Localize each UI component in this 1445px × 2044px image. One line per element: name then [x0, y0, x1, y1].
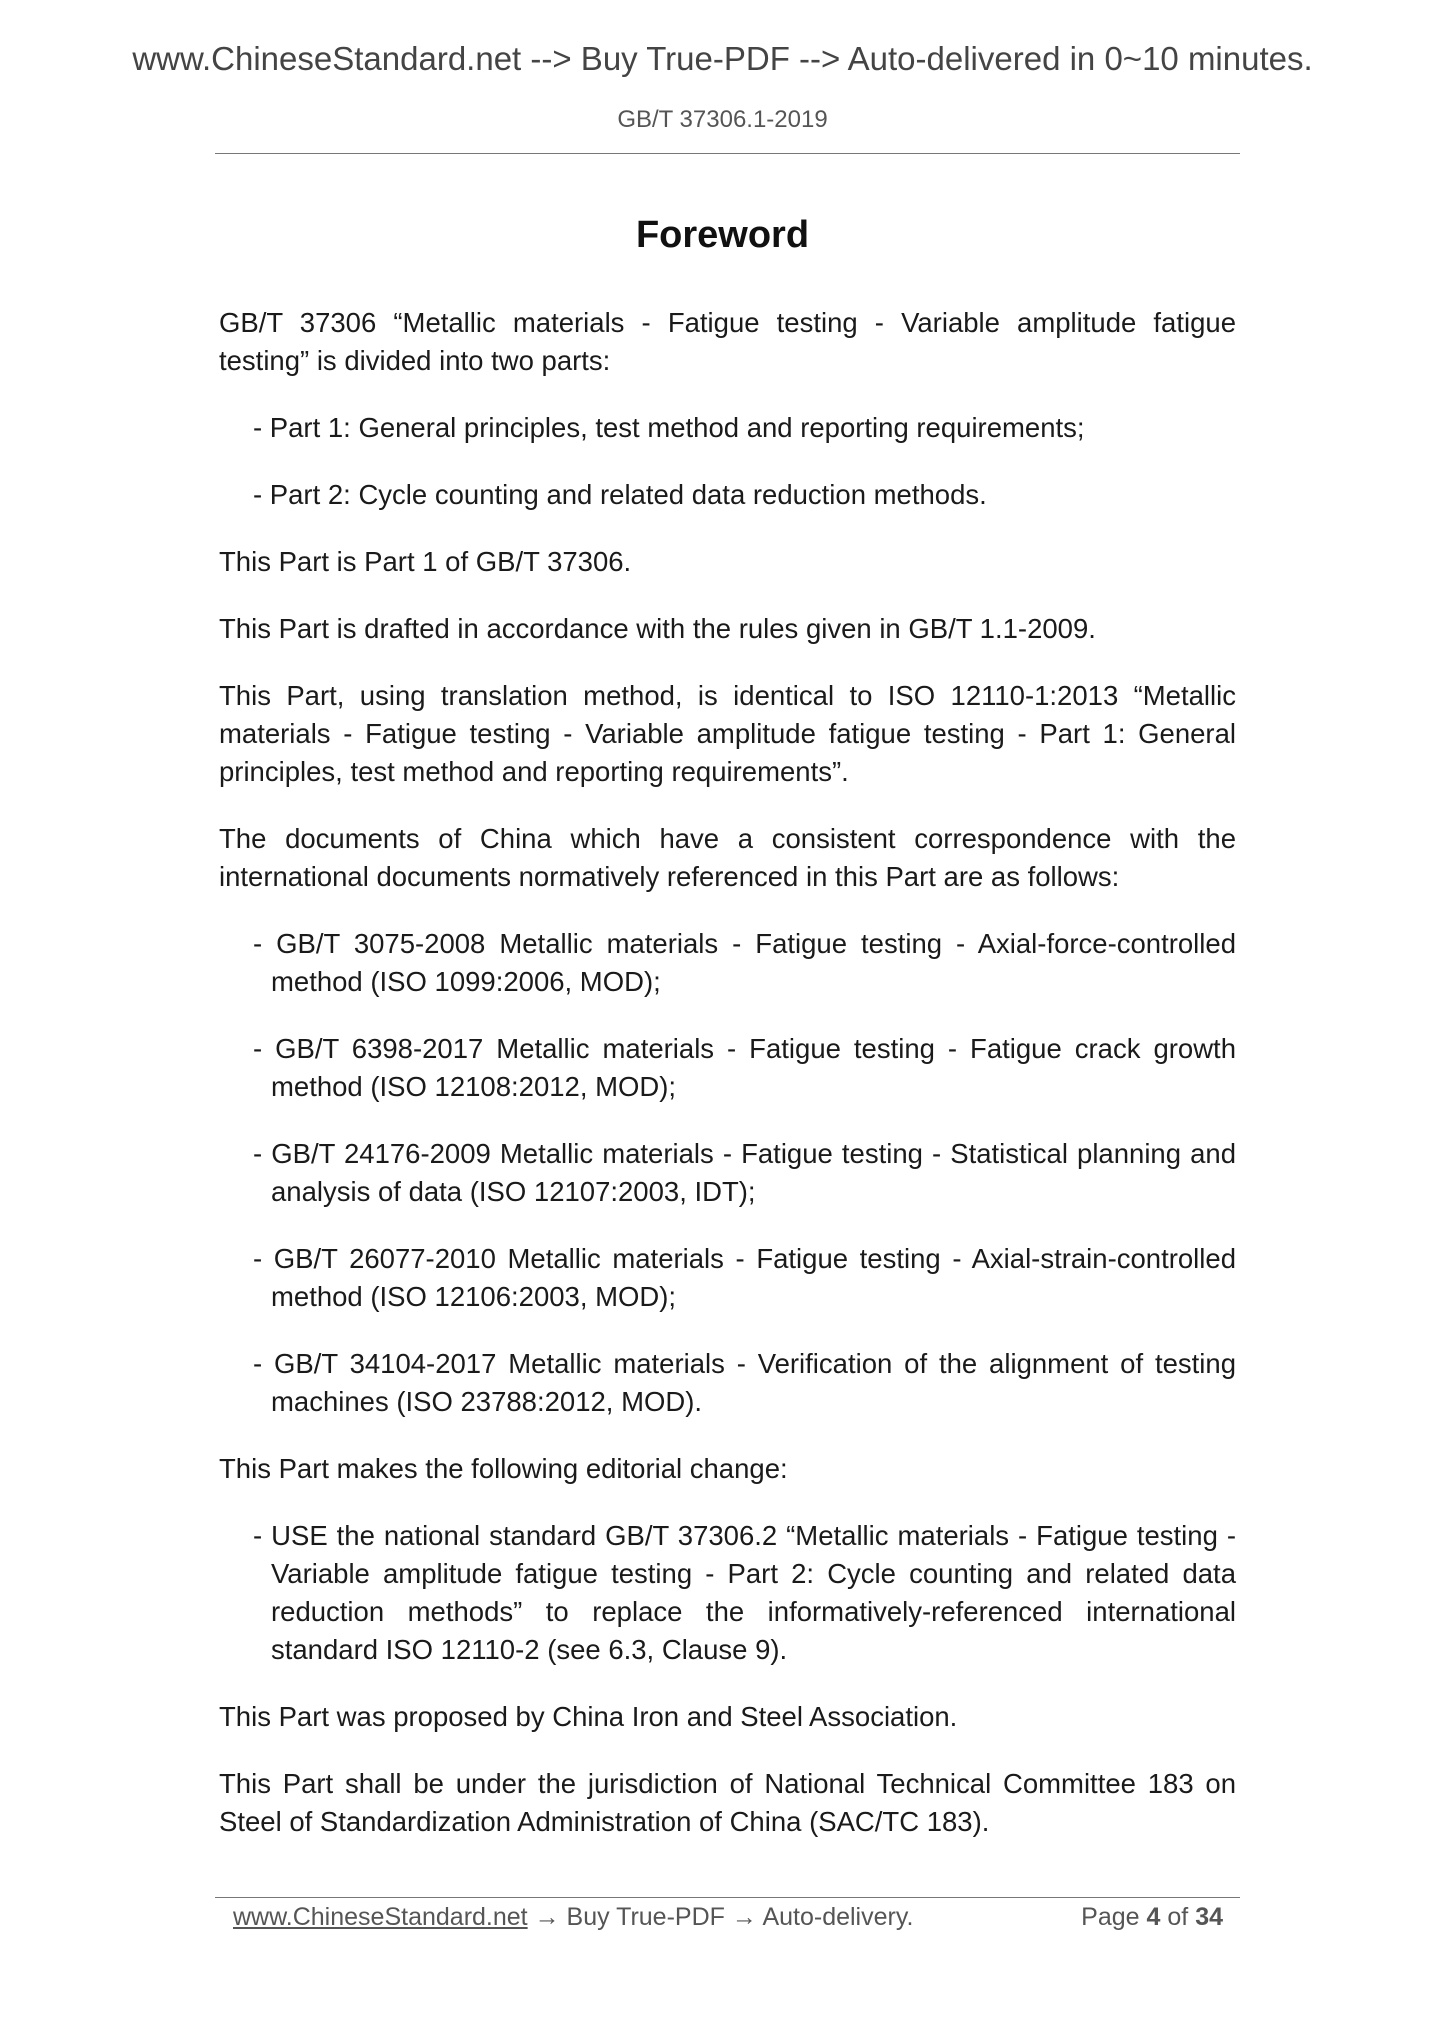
list-item: - Part 2: Cycle counting and related data reduction methods.	[253, 479, 987, 510]
list-item: - GB/T 3075-2008 Metallic materials - Fatigue testing - Axial-force-controlled method (ISO 1099:2006, MOD);	[253, 928, 1236, 997]
list-item: - GB/T 26077-2010 Metallic materials - Fatigue testing - Axial-strain-controlled method (ISO 12106:2003, MOD);	[253, 1243, 1236, 1312]
list-item: - GB/T 24176-2009 Metallic materials - Fatigue testing - Statistical planning and analysis of data (ISO 12107:2003, IDT);	[253, 1138, 1236, 1207]
paragraph: The documents of China which have a consistent correspondence with the international documents normatively referenced in this Part are as follows:	[219, 823, 1236, 892]
arrow-right-icon: →	[731, 1903, 757, 1931]
arrow-right-icon: →	[534, 1903, 560, 1931]
paragraph: This Part makes the following editorial change:	[219, 1453, 788, 1484]
list-item: - USE the national standard GB/T 37306.2 “Metallic materials - Fatigue testing - Variable amplitude fatigue testing - Part 2: Cycle counting and related data reduction methods” to replace the informatively-referenced international standard ISO 12110-2 (see 6.3, Clause 9).	[253, 1520, 1236, 1665]
page-number: 4	[1146, 1903, 1161, 1931]
page-indicator	[1081, 1903, 1223, 1932]
standard-id: GB/T 37306.1-2019	[617, 106, 828, 133]
list-item: - GB/T 34104-2017 Metallic materials - Verification of the alignment of testing machines (ISO 23788:2012, MOD).	[253, 1348, 1236, 1417]
paragraph: This Part was proposed by China Iron and Steel Association.	[219, 1701, 958, 1732]
paragraph: This Part, using translation method, is identical to ISO 12110-1:2013 “Metallic materials - Fatigue testing - Variable amplitude fatigue testing - Part 1: General principles, test method and reporting requirements”.	[219, 680, 1236, 787]
paragraph: This Part is drafted in accordance with the rules given in GB/T 1.1-2009.	[219, 613, 1096, 644]
paragraph: This Part is Part 1 of GB/T 37306.	[219, 546, 632, 577]
of-label: of	[1167, 1903, 1189, 1931]
top-banner: www.ChineseStandard.net --> Buy True-PDF --> Auto-delivered in 0~10 minutes.	[132, 40, 1313, 77]
page-title: Foreword	[635, 214, 810, 256]
body-content	[219, 304, 1236, 1870]
page-footer	[233, 1903, 1223, 1932]
footer-buy-text: Buy True-PDF	[566, 1903, 725, 1931]
paragraph: This Part shall be under the jurisdiction of National Technical Committee 183 on Steel of Standardization Administration of China (SAC/TC 183).	[219, 1768, 1236, 1837]
page-total: 34	[1195, 1903, 1223, 1931]
footer-site-link[interactable]: www.ChineseStandard.net	[233, 1903, 528, 1931]
footer-divider	[215, 1897, 1240, 1898]
list-item: - Part 1: General principles, test method and reporting requirements;	[253, 412, 1085, 443]
paragraph: GB/T 37306 “Metallic materials - Fatigue testing - Variable amplitude fatigue testing” is divided into two parts:	[219, 307, 1236, 376]
page-label: Page	[1081, 1903, 1140, 1931]
list-item: - GB/T 6398-2017 Metallic materials - Fatigue testing - Fatigue crack growth method (ISO 12108:2012, MOD);	[253, 1033, 1236, 1102]
footer-delivery-text: Auto-delivery.	[762, 1903, 914, 1931]
header-divider	[215, 153, 1240, 154]
